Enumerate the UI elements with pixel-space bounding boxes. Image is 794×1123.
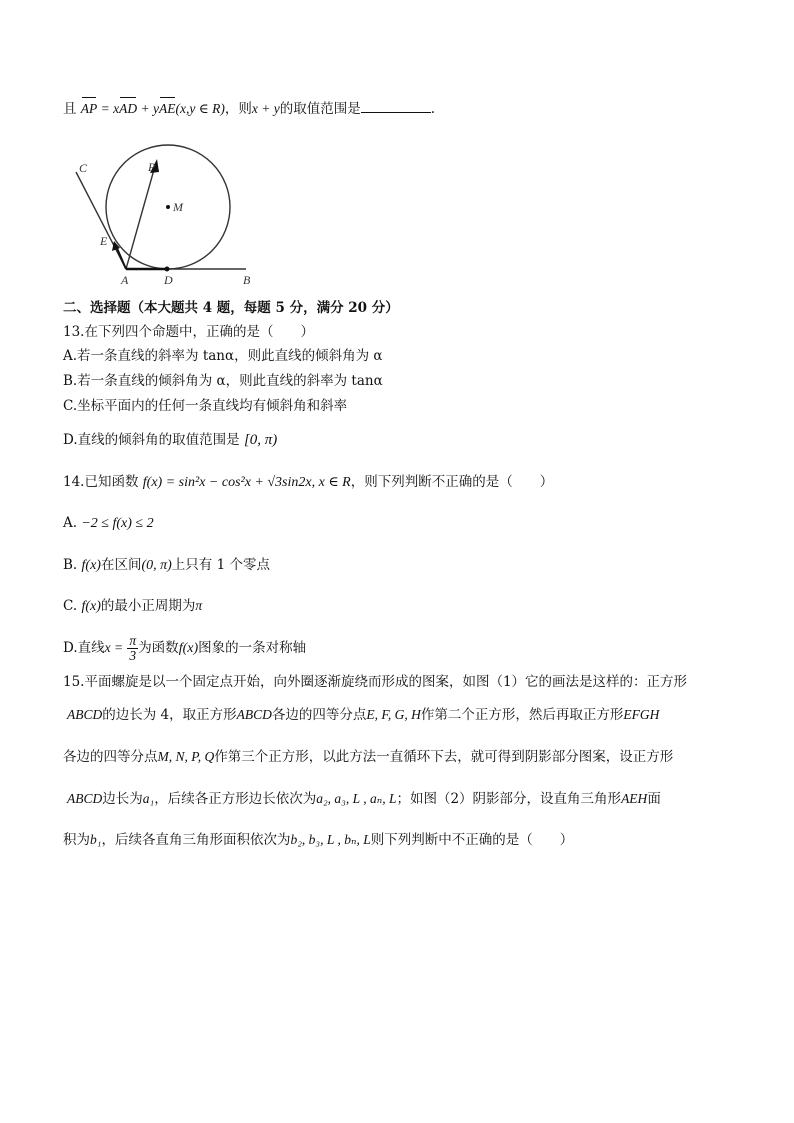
q14-d-math: f(x): [178, 641, 199, 656]
fraction-pi-over-3: [127, 634, 138, 663]
label-m: M: [173, 200, 183, 214]
q14-d-label: D.直线: [63, 640, 105, 656]
geometry-figure: [70, 140, 270, 290]
q12-ask: 的取值范围是: [279, 101, 361, 117]
q13-stem: 13.在下列四个命题中，正确的是（ ）: [63, 324, 314, 340]
q15-l4-m2: a₁: [142, 791, 155, 806]
q14-option-b[interactable]: [63, 555, 270, 576]
q14-d-x: x =: [104, 640, 124, 655]
q15-l4-t4: 面: [647, 791, 661, 807]
q15-l5-t2: ，后续各直角三角形面积依次为: [101, 832, 291, 848]
q12-end: .: [430, 101, 436, 117]
q15-line1: 15.平面螺旋是以一个固定点开始，向外圈逐渐旋绕而形成的图案，如图（1）它的画法是这样的：正方形: [63, 674, 688, 690]
q14-b-text2: 上只有 1 个零点: [171, 557, 270, 573]
q15-line4: [67, 789, 661, 809]
vector-ad: AD: [119, 99, 137, 119]
q14-c-text1: 的最小正周期为: [100, 598, 196, 614]
q15-l5-m1: b₁: [90, 832, 102, 847]
frac-den: 3: [129, 648, 137, 663]
label-d: D: [164, 273, 173, 287]
q14-c-label: C.: [63, 598, 78, 614]
q14-a-label: A.: [63, 515, 78, 531]
q15-l2-m4: EFGH: [623, 707, 660, 722]
label-b: B: [243, 273, 251, 287]
label-p: P: [148, 160, 156, 174]
q13-option-b[interactable]: B.若一条直线的倾斜角为 α，则此直线的斜率为 tanα: [63, 373, 383, 389]
q15-l2-m1: ABCD: [67, 707, 103, 722]
q12-line: [63, 98, 435, 119]
vector-ae-line: [116, 246, 126, 269]
q14-option-a[interactable]: [63, 513, 154, 534]
label-e: E: [100, 234, 108, 248]
vector-ap: AP: [81, 99, 98, 119]
q13-d-text: D.直线的倾斜角的取值范围是: [63, 432, 240, 448]
q15-l2-t1: 的边长为 4，取正方形: [102, 707, 237, 723]
q14-b-math1: f(x): [81, 558, 101, 573]
q14-a-math: −2 ≤ f(x) ≤ 2: [81, 516, 154, 531]
q15-l4-t3: ；如图（2）阴影部分，设直角三角形: [396, 791, 622, 807]
label-c: C: [79, 161, 88, 175]
q12-then: ，则: [224, 101, 252, 117]
q12-eq: =: [97, 101, 114, 116]
q15-line5: [63, 830, 573, 850]
q13-option-a[interactable]: A.若一条直线的斜率为 tanα，则此直线的倾斜角为 α: [63, 348, 383, 364]
q14-d-text1: 为函数: [138, 640, 179, 656]
line-ap: [126, 166, 155, 269]
q15-l5-t1: 积为: [63, 832, 90, 848]
q12-prefix: 且: [63, 101, 77, 117]
q15-l2-t2: 各边的四等分点: [271, 707, 367, 723]
q12-y: y: [153, 101, 160, 116]
q14-c-math2: π: [195, 598, 203, 613]
q13-d-math: [0, π): [243, 432, 278, 448]
q15-l5-t3: 则下列判断中不正确的是（ ）: [370, 832, 574, 848]
line-ac: [76, 172, 126, 269]
q15-l5-m2: b₂, b₃, L , bₙ, L: [290, 832, 371, 847]
q13-option-c[interactable]: C.坐标平面内的任何一条直线均有倾斜角和斜率: [63, 398, 348, 414]
q14-option-c[interactable]: [63, 596, 202, 617]
q15-l2-m3: E, F, G, H: [366, 707, 421, 722]
q14-c-math1: f(x): [81, 599, 101, 614]
point-m: [166, 205, 170, 209]
q14-option-d[interactable]: [63, 630, 306, 667]
q15-l4-t1: 边长为: [102, 791, 143, 807]
q15-line3: [63, 747, 673, 767]
label-a: A: [121, 273, 129, 287]
q15-l4-t2: ，后续各正方形边长依次为: [154, 791, 317, 807]
q12-x: x: [113, 101, 120, 116]
vector-ae: AE: [159, 99, 176, 119]
q14-b-text1: 在区间: [100, 557, 142, 573]
answer-blank[interactable]: [361, 98, 431, 113]
q14-stem: [63, 472, 553, 493]
frac-num: π: [129, 633, 137, 648]
q14-func: f(x) = sin²x − cos²x + √3sin2x, x ∈ R: [142, 475, 351, 490]
arrow-e: [112, 241, 120, 251]
q15-l2-t3: 作第二个正方形，然后再取正方形: [420, 707, 624, 723]
q15-l4-m3: a₂, a₃, L , aₙ, L: [316, 791, 397, 806]
q15-l3-t2: 作第三个正方形，以此方法一直循环下去，就可得到阴影部分图案，设正方形: [214, 749, 674, 765]
q15-l4-m1: ABCD: [67, 791, 103, 806]
q15-l2-m2: ABCD: [236, 707, 272, 722]
q12-plus: +: [137, 101, 154, 116]
q14-b-math2: (0, π): [141, 558, 172, 573]
q15-line2: [67, 705, 659, 725]
q15-l3-t1: 各边的四等分点: [63, 749, 158, 765]
q14-d-text2: 图象的一条对称轴: [198, 640, 307, 656]
section-title: 二、选择题（本大题共 4 题，每题 5 分，满分 20 分）: [63, 300, 399, 316]
q15-l4-m4: AEH: [621, 791, 648, 806]
q15-l3-m1: M, N, P, Q: [157, 749, 215, 764]
q12-xy: x + y: [251, 101, 280, 116]
q13-option-d[interactable]: [63, 430, 277, 450]
q14-stem-pre: 14.已知函数: [63, 474, 139, 490]
point-d: [165, 267, 170, 272]
q14-b-label: B.: [63, 557, 78, 573]
q14-stem-post: ，则下列判断不正确的是（ ）: [350, 474, 554, 490]
q12-condition: (x,y ∈ R): [175, 101, 225, 116]
